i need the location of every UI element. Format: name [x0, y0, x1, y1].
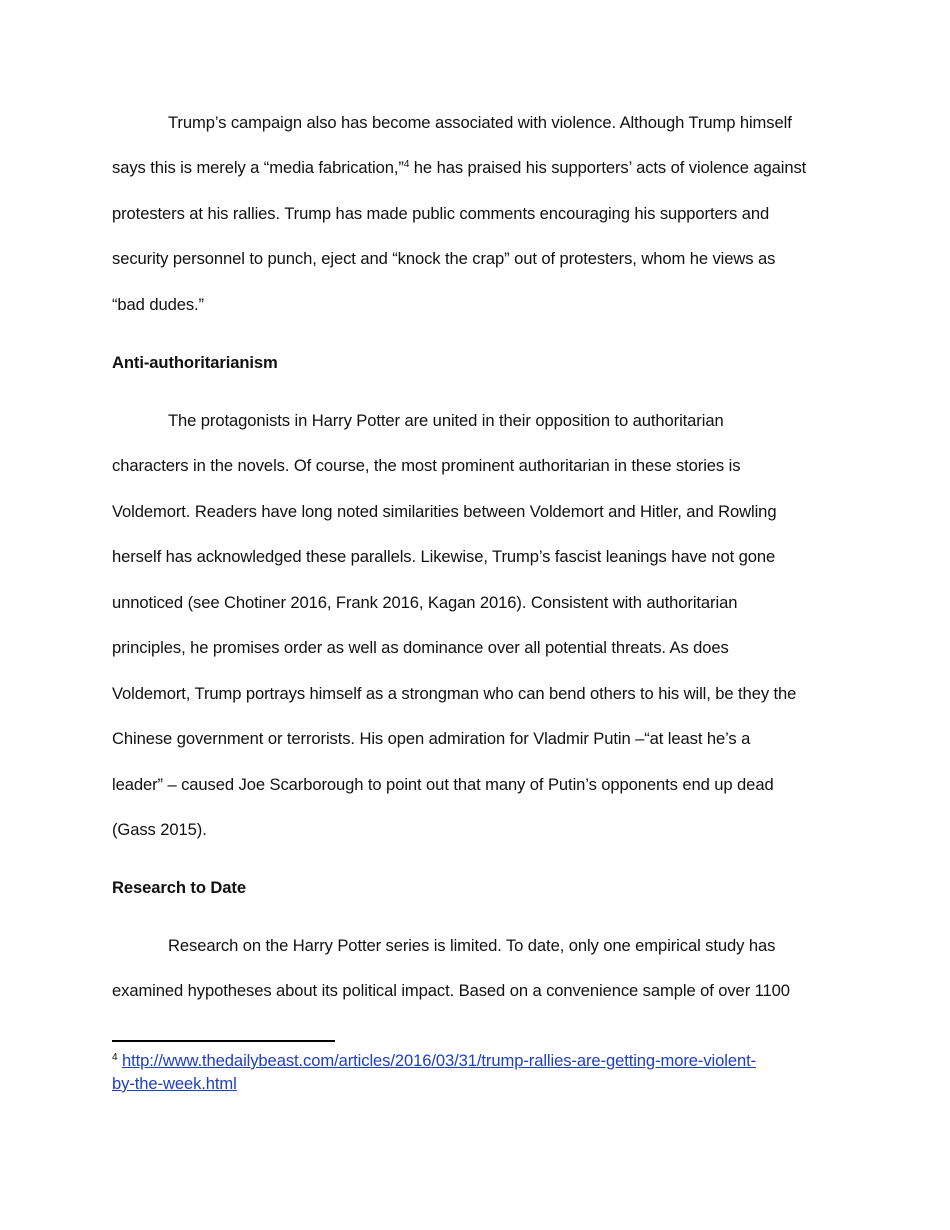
paragraph-line: Research on the Harry Potter series is limited. To date, only one empirical study has [168, 936, 776, 955]
footnote-link[interactable]: http://www.thedailybeast.com/articles/2016/03/31/trump-rallies-are-getting-more-violent- [121, 1051, 757, 1070]
paragraph-line: unnoticed (see Chotiner 2016, Frank 2016, Kagan 2016). Consistent with authoritarian [112, 593, 738, 612]
paragraph-line: principles, he promises order as well as dominance over all potential threats. As does [112, 638, 729, 657]
paragraph-line: examined hypotheses about its political impact. Based on a convenience sample of over 1100 [112, 981, 790, 1000]
footnote-continuation [112, 1073, 237, 1095]
footnote-reference[interactable]: 4 [403, 159, 410, 170]
footnote [112, 1050, 756, 1072]
footnote-link-continuation[interactable]: by-the-week.html [112, 1074, 237, 1093]
paragraph-line: herself has acknowledged these parallels. Likewise, Trump’s fascist leanings have not gone [112, 547, 776, 566]
paragraph-line: Voldemort. Readers have long noted similarities between Voldemort and Hitler, and Rowling [112, 502, 777, 521]
paragraph-line: Chinese government or terrorists. His open admiration for Vladmir Putin –“at least he’s a [112, 729, 751, 748]
footnote-separator [112, 1040, 335, 1042]
paragraph-line: security personnel to punch, eject and “knock the crap” out of protesters, whom he views as [112, 249, 776, 268]
paragraph-line: “bad dudes.” [112, 295, 204, 314]
paragraph-line: Trump’s campaign also has become associated with violence. Although Trump himself [168, 113, 792, 132]
footnote-mark: 4 [112, 1052, 118, 1063]
paragraph-text: says this is merely a “media fabrication,” [112, 158, 404, 177]
paragraph-line: protesters at his rallies. Trump has made public comments encouraging his supporters and [112, 204, 770, 223]
section-heading: Research to Date [112, 878, 246, 897]
paragraph-line: The protagonists in Harry Potter are united in their opposition to authoritarian [168, 411, 724, 430]
document-page [112, 0, 842, 1230]
section-heading: Anti-authoritarianism [112, 353, 278, 372]
paragraph-line: (Gass 2015). [112, 820, 207, 839]
paragraph-line [112, 157, 806, 179]
paragraph-line: leader” – caused Joe Scarborough to point out that many of Putin’s opponents end up dead [112, 775, 774, 794]
paragraph-line: characters in the novels. Of course, the most prominent authoritarian in these stories is [112, 456, 741, 475]
paragraph-text: he has praised his supporters’ acts of violence against [409, 158, 807, 177]
paragraph-line: Voldemort, Trump portrays himself as a strongman who can bend others to his will, be they the [112, 684, 797, 703]
